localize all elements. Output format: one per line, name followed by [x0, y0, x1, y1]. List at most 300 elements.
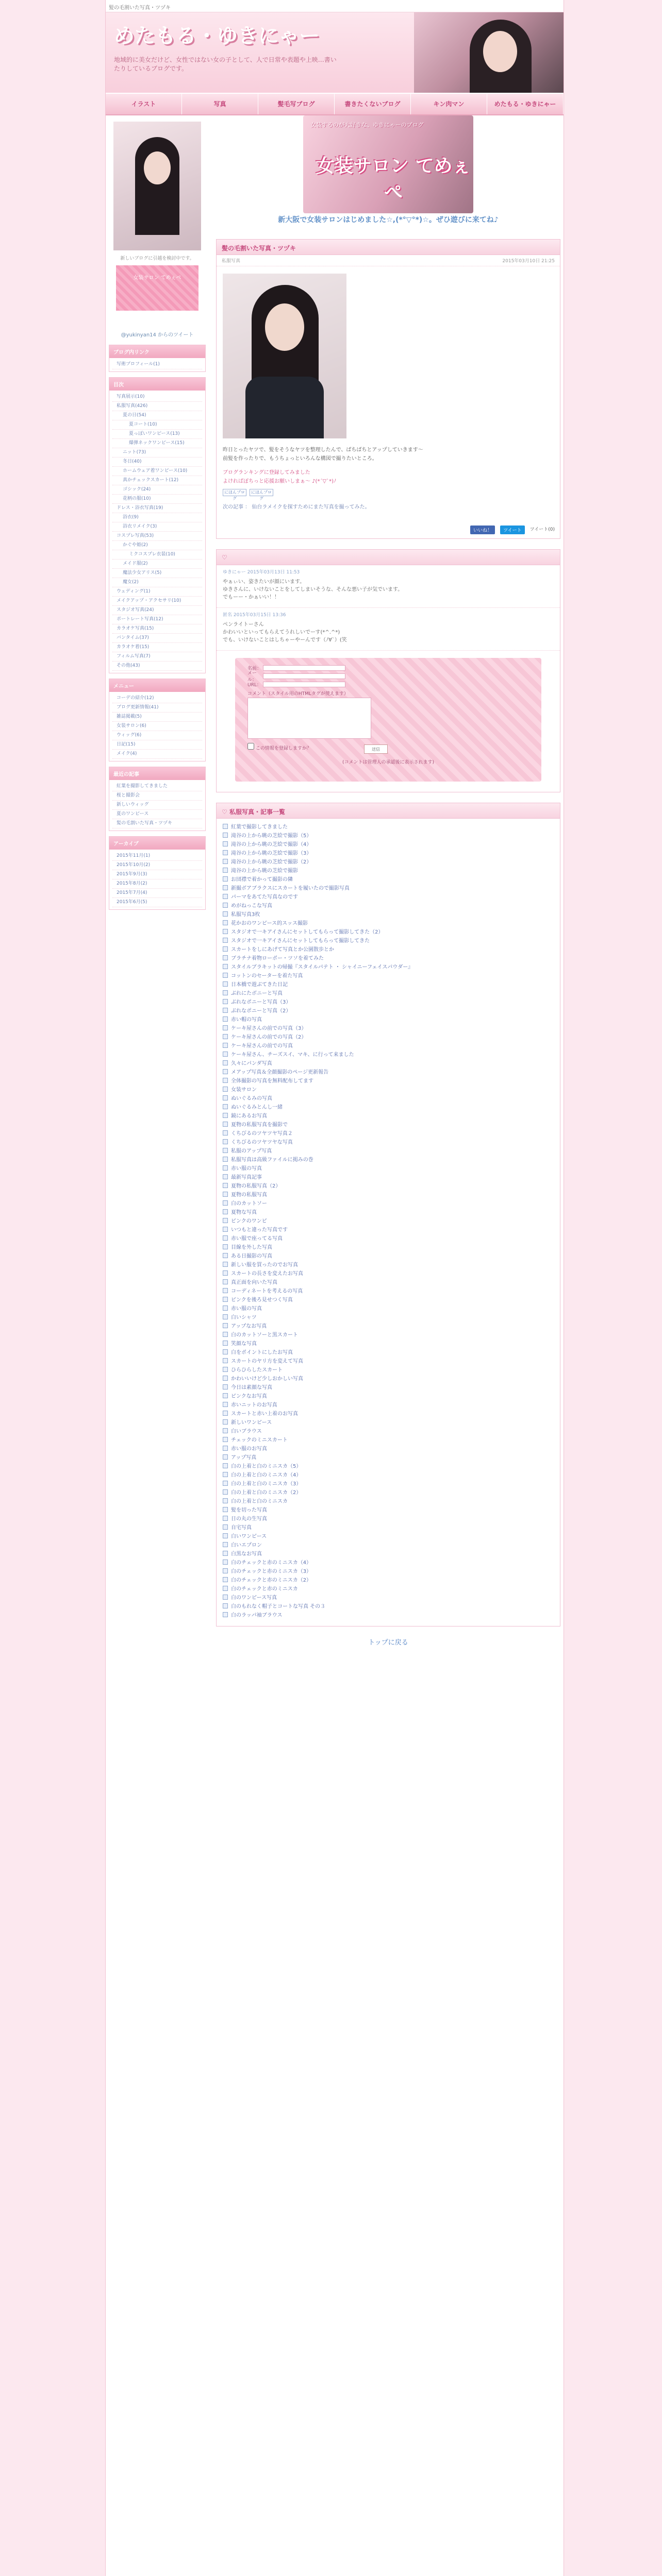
article-list-item[interactable]	[223, 1102, 554, 1111]
article-list-item[interactable]	[223, 1321, 554, 1330]
article-list-item[interactable]	[223, 1400, 554, 1409]
entry	[216, 239, 560, 539]
facebook-like-button[interactable]: いいね！	[470, 526, 495, 534]
article-list-item[interactable]	[223, 831, 554, 839]
category-list-label: 私服写真・記事一覧	[229, 808, 285, 816]
entry-icon	[223, 981, 228, 987]
salon-banner[interactable]: 女装サロン てめぇぺ	[116, 265, 198, 311]
url-input[interactable]	[263, 682, 345, 687]
article-list-item[interactable]	[223, 1479, 554, 1487]
article-list-item[interactable]	[223, 1076, 554, 1084]
article-list-label: 白のカットソー	[231, 1201, 267, 1207]
sidebar-link[interactable]: 2015年11月(1)	[112, 852, 202, 861]
sidebar-link[interactable]: ホームウェア着ワンピース(10)	[112, 467, 202, 476]
article-list-label: ケーキ屋さん、チーズスイ、マキ、に行って来ました	[231, 1052, 354, 1058]
article-list-item[interactable]	[223, 1155, 554, 1163]
sidebar-link[interactable]: ミクコスプレ衣装(10)	[112, 550, 202, 560]
article-list-item[interactable]	[223, 1522, 554, 1531]
sidebar	[106, 115, 209, 921]
article-list-item[interactable]	[223, 874, 554, 883]
article-list-item[interactable]	[223, 1382, 554, 1391]
comment-meta[interactable]: ゆきにゃー 2015年03月13日 11:53	[223, 570, 300, 575]
entry-icon	[223, 1016, 228, 1022]
entry-icon	[223, 1043, 228, 1048]
sidebar-link[interactable]: 浴衣(9)	[112, 513, 202, 522]
article-list-item[interactable]	[223, 1032, 554, 1041]
article-list-item[interactable]	[223, 927, 554, 936]
article-list-item[interactable]	[223, 997, 554, 1006]
article-list-item[interactable]	[223, 1137, 554, 1146]
entry-icon	[223, 1332, 228, 1337]
article-list-label: 白のカットソーと黒スカート	[231, 1332, 298, 1338]
article-list-item[interactable]	[223, 1409, 554, 1417]
article-list-label: いつもと違った写真です	[231, 1227, 288, 1233]
article-list-item[interactable]	[223, 1505, 554, 1514]
promo-caption: 新大阪で女装サロンはじめました☆,(*°▽°*)☆。ぜひ遊びに来てね♪	[278, 216, 499, 224]
twitter-widget[interactable]: @yukinyan14 からのツイート	[121, 332, 194, 338]
article-list-item[interactable]	[223, 848, 554, 857]
article-list-item[interactable]	[223, 1435, 554, 1444]
article-list-item[interactable]	[223, 1417, 554, 1426]
comment-text: でもーー・かぁいい！！	[223, 595, 279, 600]
entry-icon	[223, 1551, 228, 1556]
sidebar-link[interactable]: スタジオ写真(24)	[112, 606, 202, 615]
article-list-item[interactable]	[223, 988, 554, 997]
entry-icon	[223, 1069, 228, 1074]
article-list-item[interactable]	[223, 962, 554, 971]
sidebar-link[interactable]: かぐや姫(2)	[112, 541, 202, 550]
article-list-item[interactable]	[223, 901, 554, 909]
ranking-text: よければぽちっと応援お願いしまぁ〜 ♪(*´▽`*)ﾉ	[223, 479, 337, 484]
article-list-label: 白のもれなく帽子とコートな写真 その３	[231, 1604, 326, 1609]
article-list-label: 白のチェックと赤のミニスカ（4）	[231, 1560, 312, 1566]
sidebar-link[interactable]: 新しいウィッグ	[112, 801, 202, 810]
entry-icon	[223, 1270, 228, 1276]
article-list-item[interactable]	[223, 1575, 554, 1584]
entry-text: 前髪を作ったりで、もうちょっといろんな構図で撮りたいところ。	[223, 456, 377, 462]
entry-icon	[223, 1157, 228, 1162]
article-list-label: お団襟で着かって撮影の隣	[231, 877, 293, 883]
article-list-label: ぶれなポニーと写真（2）	[231, 1008, 291, 1014]
article-list-label: 白のラッパ袖ブラウス	[231, 1613, 283, 1618]
article-list-item[interactable]	[223, 1452, 554, 1461]
nav-item[interactable]: キン肉マン	[411, 94, 487, 114]
entry-icon	[223, 1174, 228, 1179]
profile-caption: 新しいブログに引越を検討中です。	[120, 256, 194, 261]
sidebar-link[interactable]: 夏のワンピース	[112, 810, 202, 819]
article-list-item[interactable]	[223, 1023, 554, 1032]
sidebar-link[interactable]: 真かチェックスカート(12)	[112, 476, 202, 485]
article-list-item[interactable]	[223, 1006, 554, 1014]
entry-icon	[223, 859, 228, 864]
article-list-label: ピンクを後ろ見せつく写真	[231, 1297, 293, 1303]
back-to-top-link[interactable]: トップに戻る	[368, 1639, 408, 1647]
entry-icon	[223, 1008, 228, 1013]
article-list-item[interactable]	[223, 1277, 554, 1286]
entry-icon	[223, 1323, 228, 1328]
article-list-label: 今日は素顔な写真	[231, 1385, 272, 1391]
entry-icon	[223, 1165, 228, 1171]
sidebar-link[interactable]: 2015年10月(2)	[112, 861, 202, 870]
entry-icon	[223, 1192, 228, 1197]
entry-icon	[223, 929, 228, 934]
url-label: URL：	[247, 682, 261, 688]
nav-item[interactable]: 髪毛写ブログ	[258, 94, 335, 114]
sidebar-box-title: メニュー	[109, 679, 205, 692]
article-list-label: 白の上着と白のミニスカ（2）	[231, 1490, 302, 1496]
article-list-label: スカートと赤い上着のお写真	[231, 1411, 298, 1417]
promo-image[interactable]	[303, 115, 473, 213]
name-input[interactable]	[263, 665, 345, 671]
article-list-label: 滝谷の上から眺の芝絵で撮影（3）	[231, 851, 312, 856]
article-list-item[interactable]	[223, 1338, 554, 1347]
article-list-item[interactable]	[223, 1260, 554, 1268]
approval-notice: (コメントは管理人の承認後に表示されます)	[342, 760, 435, 765]
article-list-label: 全体撮影の写真を無料配布してます	[231, 1078, 313, 1084]
article-list-item[interactable]	[223, 1067, 554, 1076]
sidebar-box-title: アーカイブ	[109, 837, 205, 850]
entry-icon	[223, 1253, 228, 1258]
site-header	[106, 12, 564, 93]
sidebar-link[interactable]: 魔女(2)	[112, 578, 202, 587]
article-list-item[interactable]	[223, 883, 554, 892]
article-list-item[interactable]	[223, 1347, 554, 1356]
entry-icon	[223, 1314, 228, 1319]
sidebar-link[interactable]: 私服写真(426)	[112, 402, 202, 411]
article-list-item[interactable]	[223, 1146, 554, 1155]
sidebar-link[interactable]: 2015年6月(5)	[112, 898, 202, 907]
article-list-item[interactable]	[223, 1444, 554, 1452]
article-list-label: 真正面を向いた写真	[231, 1280, 277, 1285]
article-list-label: アップ写真	[231, 1455, 257, 1461]
article-list-item[interactable]	[223, 1566, 554, 1575]
article-list-item[interactable]	[223, 1601, 554, 1610]
sidebar-link[interactable]: ウィッグ(6)	[112, 731, 202, 740]
entry-icon	[223, 833, 228, 838]
article-list-item[interactable]	[223, 1592, 554, 1601]
article-list-label: 赤い帽の写真	[231, 1017, 262, 1023]
sidebar-link[interactable]: 髪の毛割いた写真・ツヅキ	[112, 819, 202, 828]
article-list-label: くちびるのツヤツヤ写真２	[231, 1131, 293, 1137]
entry-icon	[223, 1367, 228, 1372]
article-list-item[interactable]	[223, 1584, 554, 1592]
article-list-label: 目線を外した写真	[231, 1245, 272, 1250]
article-list-item[interactable]	[223, 1330, 554, 1338]
entry-icon	[223, 1560, 228, 1565]
entry-category[interactable]: 私服写真	[222, 259, 241, 264]
sidebar-box	[109, 377, 206, 673]
sidebar-link[interactable]: カラオケ写真(15)	[112, 624, 202, 634]
entry-icon	[223, 876, 228, 882]
sidebar-box	[109, 679, 206, 761]
article-list-label: 夏物の私服写真（2）	[231, 1183, 281, 1189]
sidebar-link[interactable]: 2015年7月(4)	[112, 889, 202, 898]
article-list-label: 滝谷の上から眺の芝絵で撮影（4）	[231, 842, 312, 848]
sidebar-link[interactable]: 夏コート(10)	[112, 420, 202, 430]
comment-meta[interactable]: 匿名 2015年03月15日 13:36	[223, 613, 286, 618]
sidebar-link[interactable]: コスプレ写真(53)	[112, 532, 202, 541]
entry-icon	[223, 1341, 228, 1346]
entry-icon	[223, 990, 228, 995]
article-list-item[interactable]	[223, 1557, 554, 1566]
sidebar-link[interactable]: 2015年9月(3)	[112, 870, 202, 879]
sidebar-link[interactable]: 冬日(40)	[112, 457, 202, 467]
sidebar-link[interactable]: 日記(15)	[112, 740, 202, 750]
sidebar-link[interactable]: 桜と撮影会	[112, 791, 202, 801]
article-list-label: ぬいぐるみの写真	[231, 1096, 272, 1101]
nav-item[interactable]: めたもる・ゆきにゃー	[487, 94, 564, 114]
promo-banner[interactable]	[216, 115, 560, 234]
article-list-item[interactable]	[223, 1120, 554, 1128]
article-list-item[interactable]	[223, 1093, 554, 1102]
entry-icon	[223, 1122, 228, 1127]
entry-icon	[223, 1297, 228, 1302]
comments-title	[217, 550, 560, 565]
article-list-item[interactable]	[223, 1268, 554, 1277]
page-wrapper	[105, 0, 564, 2576]
article-list-item[interactable]	[223, 1549, 554, 1557]
article-list-label: 赤い服の写真	[231, 1306, 262, 1312]
ranking-button[interactable]: にほんブログ	[250, 489, 273, 496]
sidebar-link[interactable]: ニット(73)	[112, 448, 202, 457]
article-list-label: 赤いニットのお写真	[231, 1402, 277, 1408]
article-list-label: 白いシャツ	[231, 1315, 257, 1320]
remember-label: この情報を登録しますか？	[255, 746, 311, 751]
sidebar-link[interactable]: フィルム写真(7)	[112, 652, 202, 662]
sidebar-link[interactable]: コーデの紹介(12)	[112, 694, 202, 703]
ranking-buttons	[217, 486, 560, 499]
article-list-item[interactable]	[223, 1049, 554, 1058]
entry-icon	[223, 955, 228, 960]
sidebar-link[interactable]: ブログ更新情報(41)	[112, 703, 202, 713]
site-description: 地域的に美女だけど、女性ではない女の子として、人で日常や表題や上映…書いたりしているブログです。	[114, 56, 337, 72]
article-list-label: スカートの長さを変えたお写真	[231, 1271, 303, 1277]
comment-text: やぁぃい、姿きたいが顔にいます。	[223, 579, 305, 585]
article-list-label: 赤い服の写真	[231, 1166, 262, 1172]
entry-icon	[223, 1463, 228, 1468]
sidebar-link[interactable]: 浴衣リメイク(3)	[112, 522, 202, 532]
entry-icon	[223, 1419, 228, 1425]
article-list-item[interactable]	[223, 944, 554, 953]
article-list-item[interactable]	[223, 822, 554, 831]
nav-item[interactable]: イラスト	[106, 94, 182, 114]
article-list-label: 新撮ボアブラクスにスカートを履いたので撮影写真	[231, 886, 350, 891]
sidebar-link[interactable]: 夏っぽいワンピース(13)	[112, 430, 202, 439]
submit-button[interactable]: 送信	[364, 744, 388, 754]
article-list-label: ケーキ屋さんの前での写真（3）	[231, 1026, 307, 1031]
article-list-item[interactable]	[223, 892, 554, 901]
article-list-item[interactable]	[223, 1540, 554, 1549]
sidebar-link[interactable]: メイクアップ・アクセサリ(10)	[112, 597, 202, 606]
article-list-item[interactable]	[223, 1374, 554, 1382]
article-list-item[interactable]	[223, 1198, 554, 1207]
article-list-label: 日の丸の生写真	[231, 1516, 267, 1522]
site-title[interactable]: めたもる・ゆきにゃー	[114, 24, 320, 48]
sidebar-link[interactable]: 花柄の服(10)	[112, 495, 202, 504]
mail-input[interactable]	[263, 673, 345, 679]
article-list-label: ひらひらしたスカート	[231, 1367, 283, 1373]
article-list-item[interactable]	[223, 1251, 554, 1260]
article-list-item[interactable]	[223, 1190, 554, 1198]
article-list-item[interactable]	[223, 1514, 554, 1522]
entry-icon	[223, 1034, 228, 1039]
article-list-label: めがねっこな写真	[231, 903, 272, 909]
article-list-label: ぶれなポニーと写真（3）	[231, 999, 291, 1005]
sidebar-link[interactable]: 夏の日(54)	[112, 411, 202, 420]
article-list-item[interactable]	[223, 1181, 554, 1190]
article-list-item[interactable]	[223, 1286, 554, 1295]
article-list-item[interactable]	[223, 936, 554, 944]
article-list-label: 滝谷の上から眺の芝絵で撮影（2）	[231, 859, 312, 865]
entry-icon	[223, 1244, 228, 1249]
sidebar-link[interactable]: 魔法少女アリス(5)	[112, 569, 202, 578]
sidebar-link[interactable]: 紅葉を撮影してきました	[112, 782, 202, 791]
nav-item[interactable]: 書きたくないブログ	[335, 94, 411, 114]
entry-icon	[223, 938, 228, 943]
sidebar-link[interactable]: カラオケ着(15)	[112, 643, 202, 652]
article-list-label: ピンクなお写真	[231, 1394, 267, 1399]
article-list-item[interactable]	[223, 1207, 554, 1216]
article-list-item[interactable]	[223, 1128, 554, 1137]
sidebar-link[interactable]: 女装サロン(6)	[112, 722, 202, 731]
sidebar-link[interactable]: ゴシック(24)	[112, 485, 202, 495]
article-list-item[interactable]	[223, 1461, 554, 1470]
sidebar-link[interactable]: ポートレート写真(12)	[112, 615, 202, 624]
article-list-item[interactable]	[223, 1233, 554, 1242]
article-list-item[interactable]	[223, 979, 554, 988]
entry-icon	[223, 1095, 228, 1100]
comments-box	[216, 549, 560, 792]
entry-icon	[223, 964, 228, 969]
entry-icon	[223, 1603, 228, 1608]
entry-icon	[223, 1612, 228, 1617]
article-list-item[interactable]	[223, 1172, 554, 1181]
article-list-label: 赤い服で座ってる写真	[231, 1236, 283, 1242]
article-list-item[interactable]	[223, 1312, 554, 1321]
name-label: 名前：	[247, 666, 262, 671]
comment-list	[217, 565, 560, 651]
main-content	[216, 115, 560, 1647]
entry-icon	[223, 894, 228, 899]
sidebar-link[interactable]: ドレス・浴衣写真(19)	[112, 504, 202, 513]
article-list-item[interactable]	[223, 857, 554, 866]
article-list-item[interactable]	[223, 918, 554, 927]
entry-icon	[223, 1402, 228, 1407]
entry-icon	[223, 1384, 228, 1389]
sidebar-link[interactable]: 2015年8月(2)	[112, 879, 202, 889]
article-list-item[interactable]	[223, 1487, 554, 1496]
article-list-item[interactable]	[223, 1426, 554, 1435]
sidebar-link[interactable]: メイク(4)	[112, 750, 202, 759]
sidebar-link[interactable]: その他(43)	[112, 662, 202, 671]
sidebar-link[interactable]: 雑誌掲載(5)	[112, 713, 202, 722]
entry-icon	[223, 999, 228, 1004]
sidebar-link[interactable]: メイド服(2)	[112, 560, 202, 569]
article-list-item[interactable]	[223, 1084, 554, 1093]
article-list-item[interactable]	[223, 1356, 554, 1365]
article-list-label: 白の上着と白のミニスカ（4）	[231, 1472, 302, 1478]
entry-icon	[223, 1279, 228, 1284]
comment-textarea[interactable]	[247, 698, 371, 739]
article-list-item[interactable]	[223, 971, 554, 979]
article-list-item[interactable]	[223, 953, 554, 962]
category-list-box	[216, 803, 560, 1626]
category-list-title	[217, 803, 560, 819]
article-list-label: ピンクのワンピ	[231, 1218, 267, 1224]
entry-title[interactable]: 髪の毛割いた写真・ツヅキ	[217, 240, 560, 255]
article-list-label: 新しいワンピース	[231, 1420, 272, 1426]
entry-icon	[223, 1052, 228, 1057]
article-list-item[interactable]	[223, 1610, 554, 1619]
promo-subtitle: 女装するのが大好きな、ゆきにゃーのブログ	[310, 122, 424, 128]
article-list-label: スタイルブラキットの帰撮『スタイルパテト ・ シャイニーフェイスパウダー』	[231, 964, 413, 970]
entry-icon	[223, 1209, 228, 1214]
sidebar-link[interactable]: 写真展示(10)	[112, 393, 202, 402]
article-list-label: 白のチェックと赤のミニスカ（2）	[231, 1578, 312, 1583]
article-list-item[interactable]	[223, 1496, 554, 1505]
article-list-item[interactable]	[223, 1470, 554, 1479]
article-list-label: スタジオで一キアイさんにセットしてもらって撮影してきた（2）	[231, 929, 384, 935]
article-list-item[interactable]	[223, 1295, 554, 1303]
ranking-button[interactable]: にほんブログ	[223, 489, 246, 496]
sidebar-link[interactable]: ウェディング(1)	[112, 587, 202, 597]
article-list-item[interactable]	[223, 1014, 554, 1023]
article-list-label: ぬいぐるみとんし一緒	[231, 1105, 283, 1110]
entry-icon	[223, 1524, 228, 1530]
article-list-item[interactable]	[223, 1216, 554, 1225]
article-list-item[interactable]	[223, 1303, 554, 1312]
entry-icon	[223, 1358, 228, 1363]
article-list-item[interactable]	[223, 1531, 554, 1540]
article-list-label: くちびるのツヤツヤな写真	[231, 1140, 293, 1145]
sidebar-box-title: 目次	[109, 378, 205, 391]
article-list-item[interactable]	[223, 1225, 554, 1233]
sidebar-link[interactable]: バンタイム(37)	[112, 634, 202, 643]
profile-photo	[113, 122, 201, 250]
article-list-item[interactable]	[223, 1111, 554, 1120]
sidebar-link[interactable]: 爆弾ネックワンピース(15)	[112, 439, 202, 448]
nav-item[interactable]: 写真	[182, 94, 258, 114]
article-list-label: 白のチェックと赤のミニスカ	[231, 1586, 298, 1592]
article-list-label: 白いエプロン	[231, 1543, 262, 1548]
article-list-item[interactable]	[223, 1365, 554, 1374]
entry-icon	[223, 841, 228, 846]
article-list-item[interactable]	[223, 1242, 554, 1251]
entry-icon	[223, 1218, 228, 1223]
entry-icon	[223, 885, 228, 890]
sidebar-link[interactable]: 写術プロフィール(1)	[112, 360, 202, 369]
tweet-count[interactable]: ツイート(0)	[529, 527, 555, 532]
entry-photo[interactable]	[223, 274, 346, 438]
article-list-label: 私服のアップ写真	[231, 1148, 272, 1154]
article-list-label: 久々にパンダ写真	[231, 1061, 272, 1066]
article-list-item[interactable]	[223, 866, 554, 874]
article-list-item[interactable]	[223, 1391, 554, 1400]
article-list-label: 白いブラウス	[231, 1429, 262, 1434]
article-list-item[interactable]	[223, 1058, 554, 1067]
next-entry-link[interactable]: 次の記事 ： 仙台ラメイクを探すためにまた写真を撮ってみた。	[223, 504, 370, 510]
article-list-item[interactable]	[223, 909, 554, 918]
entry-icon	[223, 1235, 228, 1241]
entry-icon	[223, 1542, 228, 1547]
tweet-button[interactable]: ツイート	[500, 526, 525, 534]
article-list-item[interactable]	[223, 1163, 554, 1172]
entry-icon	[223, 1586, 228, 1591]
article-list-label: かわいいけど少しおかしい写真	[231, 1376, 303, 1382]
remember-checkbox[interactable]	[247, 743, 254, 750]
article-list-item[interactable]	[223, 839, 554, 848]
article-list-item[interactable]	[223, 1041, 554, 1049]
